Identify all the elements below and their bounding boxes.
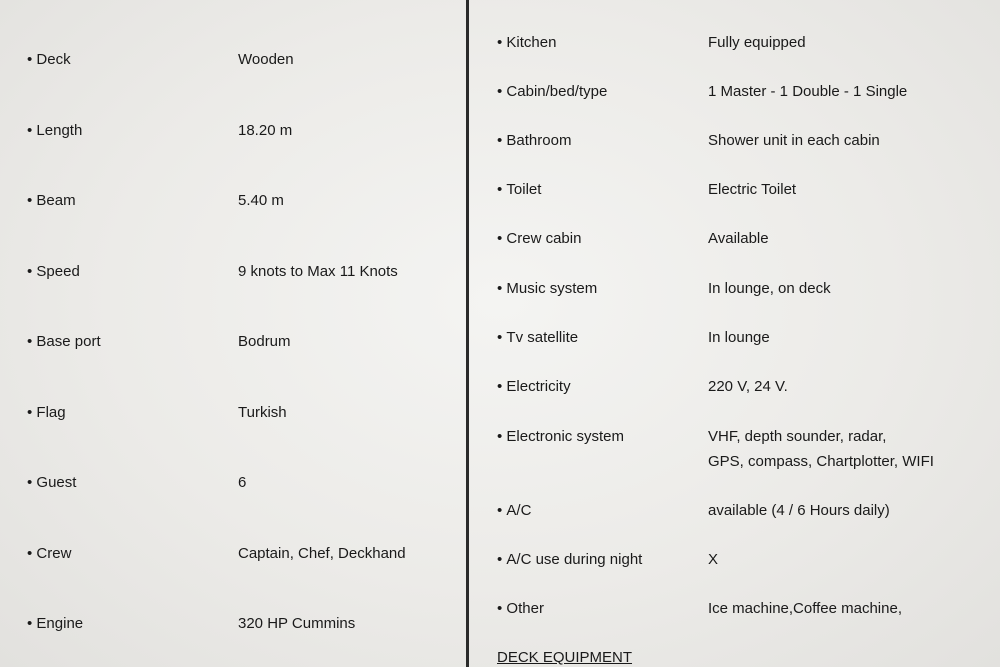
spec-value: Captain, Chef, Deckhand <box>238 545 406 562</box>
spec-label: • Guest <box>27 474 76 492</box>
spec-label: • A/C use during night <box>497 551 642 569</box>
spec-value: Fully equipped <box>708 34 806 51</box>
spec-label: • Crew cabin <box>497 230 581 248</box>
spec-label: • Cabin/bed/type <box>497 83 607 101</box>
spec-label: • Length <box>27 122 82 140</box>
spec-label: • Toilet <box>497 181 541 199</box>
spec-value: VHF, depth sounder, radar, <box>708 428 887 445</box>
spec-value: Bodrum <box>238 333 291 350</box>
spec-label: • Base port <box>27 333 101 351</box>
spec-value: 320 HP Cummins <box>238 615 356 632</box>
spec-label: • Deck <box>27 51 71 69</box>
spec-value: Ice machine,Coffee machine, <box>708 600 902 617</box>
spec-label: • Tv satellite <box>497 329 578 347</box>
spec-label: • Flag <box>27 404 66 422</box>
spec-value: 5.40 m <box>238 192 284 209</box>
spec-label: • Engine <box>27 615 83 633</box>
spec-label: • Bathroom <box>497 132 571 150</box>
spec-label: • Electricity <box>497 378 571 396</box>
spec-value: Turkish <box>238 404 287 421</box>
spec-value: 1 Master - 1 Double - 1 Single <box>708 83 908 100</box>
spec-label: • Music system <box>497 280 597 298</box>
spec-label: • Kitchen <box>497 34 556 52</box>
column-divider <box>466 0 469 667</box>
spec-value: Available <box>708 230 769 247</box>
spec-value: Electric Toilet <box>708 181 797 198</box>
spec-label: • Crew <box>27 545 71 563</box>
deck-equipment-heading: DECK EQUIPMENT <box>497 649 633 666</box>
spec-value: 9 knots to Max 11 Knots <box>238 263 398 280</box>
spec-label: • Speed <box>27 263 80 281</box>
spec-value: In lounge, on deck <box>708 280 831 297</box>
spec-value: 220 V, 24 V. <box>708 378 788 395</box>
spec-label: • Electronic system <box>497 428 624 446</box>
spec-value: available (4 / 6 Hours daily) <box>708 502 890 519</box>
spec-value: 6 <box>238 474 247 491</box>
spec-value: 18.20 m <box>238 122 293 139</box>
spec-label: • A/C <box>497 502 531 520</box>
spec-value-continued: GPS, compass, Chartplotter, WIFI <box>708 453 934 470</box>
spec-value: Wooden <box>238 51 294 68</box>
spec-value: Shower unit in each cabin <box>708 132 880 149</box>
spec-label: • Beam <box>27 192 76 210</box>
spec-value: In lounge <box>708 329 770 346</box>
spec-label: • Other <box>497 600 544 618</box>
spec-value: X <box>708 551 719 568</box>
